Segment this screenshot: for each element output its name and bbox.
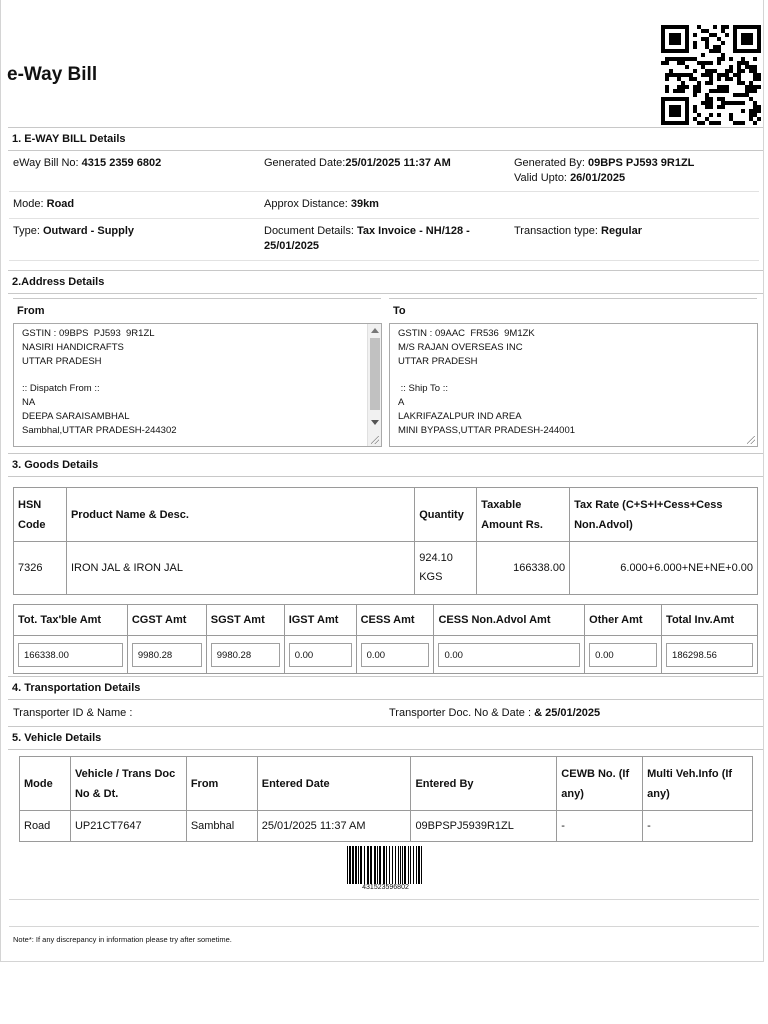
tax-header: Total Inv.Amt [662, 605, 758, 636]
table-row [14, 542, 758, 595]
scroll-down-icon[interactable] [371, 420, 379, 425]
type-field [13, 224, 134, 239]
divider [9, 899, 759, 900]
address-line: MINI BYPASS,UTTAR PRADESH-244001 [398, 424, 576, 436]
divider [9, 191, 759, 192]
sgst-amount-field[interactable]: 9980.28 [211, 643, 280, 667]
cess-non-advol-amount-field[interactable]: 0.00 [438, 643, 580, 667]
distance-label: Approx Distance: [264, 198, 348, 210]
generated-by-label: Generated By: [514, 157, 585, 169]
ewb-number-field [13, 156, 161, 171]
igst-amount-field[interactable]: 0.00 [289, 643, 352, 667]
transaction-type-field [514, 224, 642, 239]
distance-field [264, 197, 379, 212]
generated-date-field [264, 156, 451, 171]
ewb-number-value: 4315 2359 6802 [81, 157, 162, 169]
section-vehicle-details: 5. Vehicle Details [8, 726, 763, 750]
taxable-amount: 166338.00 [477, 542, 570, 595]
address-line [398, 368, 749, 382]
vehicle-entered-date: 25/01/2025 11:37 AM [257, 811, 411, 842]
tax-rate: 6.000+6.000+NE+NE+0.00 [570, 542, 758, 595]
mode-value: Road [46, 198, 75, 210]
tax-header-row [14, 605, 758, 636]
address-line: DEEPA SARAISAMBHAL [22, 410, 130, 422]
divider [9, 926, 759, 927]
vehicle-from: Sambhal [186, 811, 257, 842]
to-address-text [398, 327, 749, 437]
vehicle-cewb: - [557, 811, 643, 842]
footnote: Note*: If any discrepancy in information please try after sometime. [13, 935, 232, 944]
section-ewb-details: 1. E-WAY BILL Details [8, 127, 763, 151]
vehicle-header-from: From [186, 757, 257, 811]
to-address-textarea[interactable] [389, 323, 758, 447]
cess-amount-field[interactable]: 0.00 [361, 643, 430, 667]
section-transportation-details: 4. Transportation Details [8, 676, 763, 700]
document-details-date: 25/01/2025 [264, 240, 320, 252]
divider [9, 218, 759, 219]
vehicle-header-cewb: CEWB No. (If any) [557, 757, 643, 811]
vehicle-multi-veh: - [643, 811, 753, 842]
address-line: Sambhal,UTTAR PRADESH-244302 [22, 424, 177, 436]
ewb-number-label: eWay Bill No: [13, 157, 79, 169]
tax-header: IGST Amt [284, 605, 356, 636]
generated-by-value: 09BPS PJ593 9R1ZL [588, 157, 695, 169]
divider [9, 260, 759, 261]
document-details-label: Document Details: [264, 225, 354, 237]
to-heading: To [389, 298, 757, 322]
vehicle-header-entered-date: Entered Date [257, 757, 411, 811]
address-line: UTTAR PRADESH [22, 355, 102, 367]
tax-header: SGST Amt [206, 605, 284, 636]
address-line: GSTIN : 09AAC FR536 9M1ZK [398, 328, 535, 339]
vehicle-header-multi-veh: Multi Veh.Info (If any) [643, 757, 753, 811]
goods-header-row [14, 488, 758, 542]
tax-header: Tot. Tax'ble Amt [14, 605, 128, 636]
from-address-textarea[interactable] [13, 323, 382, 447]
other-amount-field[interactable]: 0.00 [589, 643, 657, 667]
section-goods-details: 3. Goods Details [8, 453, 763, 477]
address-line: M/S RAJAN OVERSEAS INC [398, 341, 523, 353]
from-address-text [22, 327, 373, 437]
document-details-value: Tax Invoice - NH/128 - [356, 225, 470, 237]
total-invoice-amount-field[interactable]: 186298.56 [666, 643, 753, 667]
transaction-type-value: Regular [601, 225, 642, 237]
product-name: IRON JAL & IRON JAL [66, 542, 414, 595]
goods-header-product: Product Name & Desc. [66, 488, 414, 542]
goods-header-quantity: Quantity [415, 488, 477, 542]
tax-header: Other Amt [585, 605, 662, 636]
quantity: 924.10 KGS [415, 542, 477, 595]
from-heading: From [13, 298, 381, 322]
vehicle-header-mode: Mode [20, 757, 71, 811]
total-taxable-amount-field[interactable]: 166338.00 [18, 643, 123, 667]
address-line: NA [22, 396, 36, 408]
transporter-doc-field [389, 706, 600, 721]
document-details-field [264, 224, 470, 254]
scroll-thumb[interactable] [370, 338, 380, 410]
type-label: Type: [13, 225, 40, 237]
distance-value: 39km [350, 198, 379, 210]
tax-header: CESS Non.Advol Amt [434, 605, 585, 636]
tax-values-row [14, 636, 758, 674]
vehicle-entered-by: 09BPSPJ5939R1ZL [411, 811, 557, 842]
valid-upto-value: 26/01/2025 [570, 172, 626, 184]
generated-date-label: Generated Date: [264, 157, 346, 169]
goods-header-taxable-amount: Taxable Amount Rs. [477, 488, 570, 542]
type-value: Outward - Supply [42, 225, 135, 237]
vehicle-header-entered-by: Entered By [411, 757, 557, 811]
generated-by-field [514, 156, 694, 186]
transaction-type-label: Transaction type: [514, 225, 598, 237]
address-line: :: Ship To :: [398, 383, 448, 395]
barcode-number: 431523596802 [362, 884, 409, 891]
address-line [22, 368, 373, 382]
vehicle-table [19, 756, 753, 842]
generated-date-value: 25/01/2025 11:37 AM [345, 157, 451, 169]
hsn-code: 7326 [14, 542, 67, 595]
address-line: NASIRI HANDICRAFTS [22, 341, 124, 353]
tax-summary-table [13, 604, 758, 674]
vehicle-number: UP21CT7647 [70, 811, 186, 842]
vehicle-header-doc: Vehicle / Trans Doc No & Dt. [70, 757, 186, 811]
scroll-up-icon[interactable] [371, 328, 379, 333]
transporter-doc-label: Transporter Doc. No & Date : [389, 707, 532, 719]
goods-header-hsn: HSN Code [14, 488, 67, 542]
goods-header-tax-rate: Tax Rate (C+S+I+Cess+Cess Non.Advol) [570, 488, 758, 542]
cgst-amount-field[interactable]: 9980.28 [132, 643, 202, 667]
address-line: LAKRIFAZALPUR IND AREA [398, 410, 522, 422]
tax-header: CGST Amt [127, 605, 206, 636]
page-title: e-Way Bill [7, 64, 98, 85]
vehicle-mode: Road [20, 811, 71, 842]
from-address-scrollbar[interactable] [367, 324, 381, 446]
address-line: GSTIN : 09BPS PJ593 9R1ZL [22, 328, 155, 339]
address-line: A [398, 396, 405, 408]
table-row [20, 811, 753, 842]
valid-upto-label: Valid Upto: [514, 172, 567, 184]
goods-table [13, 487, 758, 595]
tax-header: CESS Amt [356, 605, 434, 636]
mode-label: Mode: [13, 198, 44, 210]
qr-code-icon [659, 25, 763, 125]
mode-field [13, 197, 74, 212]
address-line: UTTAR PRADESH [398, 355, 478, 367]
resize-grip-icon[interactable] [747, 436, 755, 444]
resize-grip-icon[interactable] [371, 436, 379, 444]
address-line: :: Dispatch From :: [22, 383, 100, 395]
section-address-details: 2.Address Details [8, 270, 763, 294]
barcode-icon [346, 846, 425, 884]
transporter-id-label: Transporter ID & Name : [13, 707, 133, 719]
transporter-doc-value: & 25/01/2025 [534, 707, 601, 719]
vehicle-header-row [20, 757, 753, 811]
